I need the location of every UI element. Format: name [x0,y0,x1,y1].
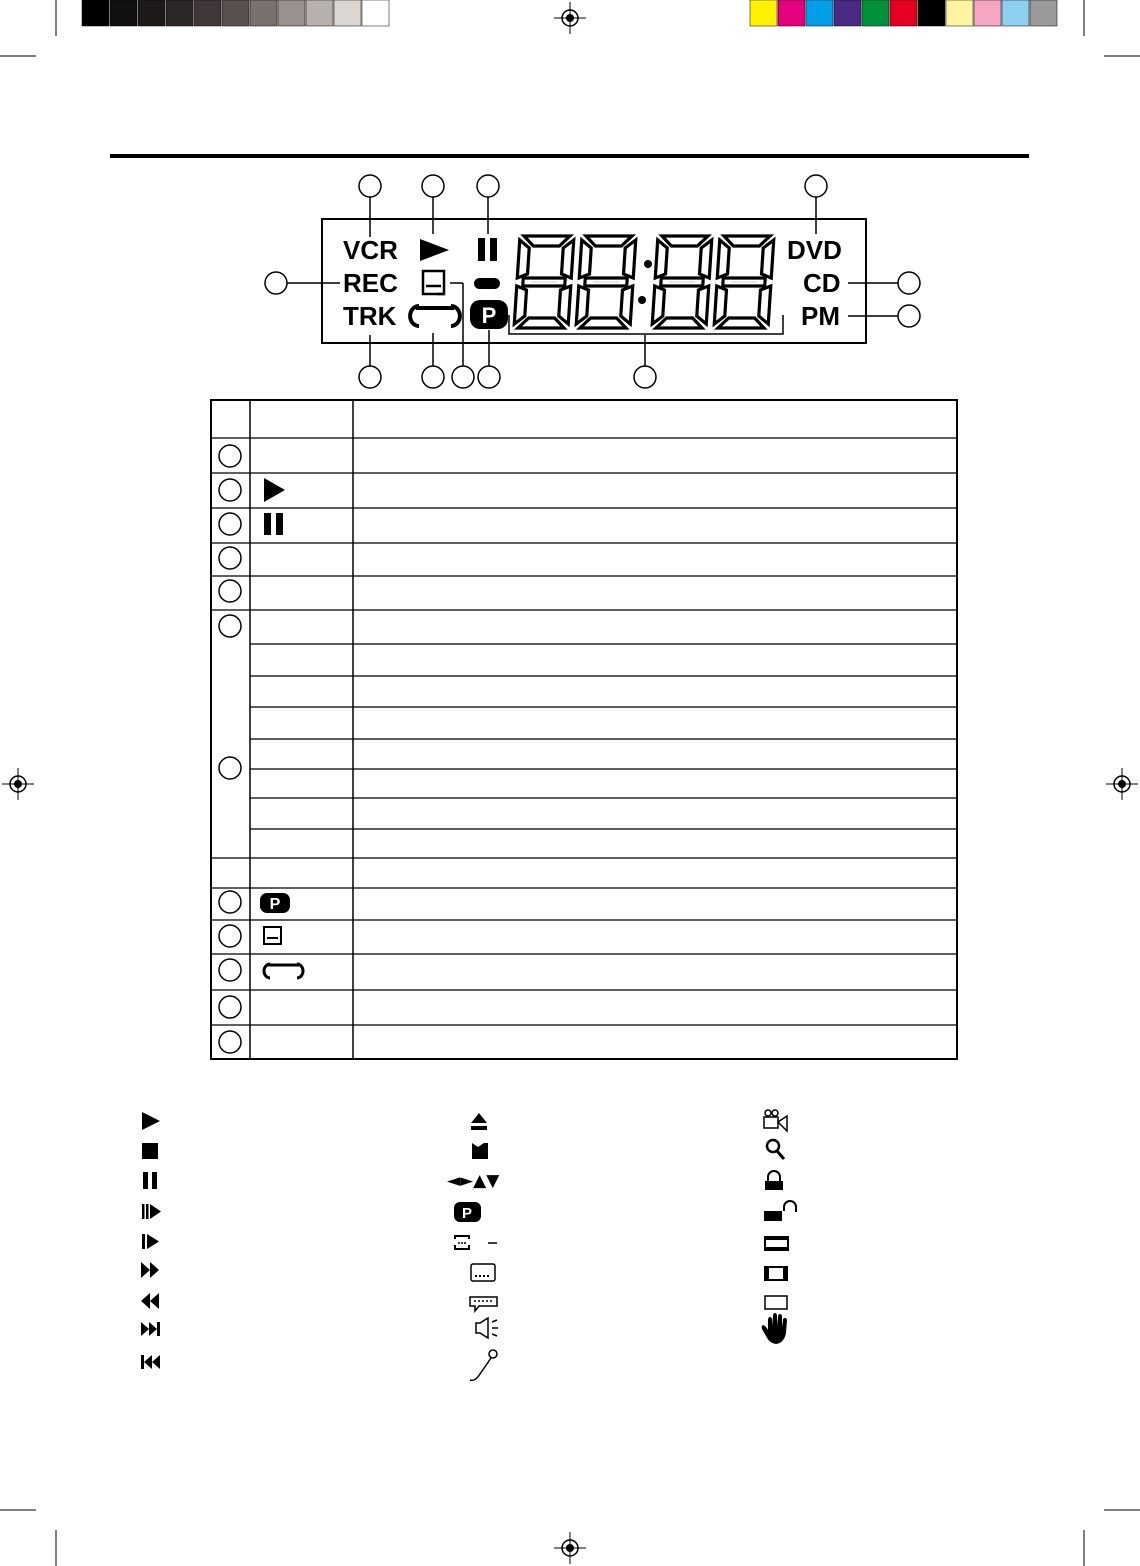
gray-swatch [194,0,221,26]
gray-swatch [362,0,389,26]
prohibited-hand-icon [762,1313,787,1344]
letterbox-icon [765,1267,787,1280]
registration-mark [554,2,586,34]
callout-circle [805,175,827,197]
program-icon [470,300,508,329]
rec-label: REC [343,268,398,298]
marker-icon [472,1143,488,1159]
callout-circle [422,175,444,197]
fast-forward-icon [141,1262,159,1278]
table-row-number-circle [219,959,241,981]
callout-circle [898,305,920,327]
registration-mark [1106,768,1138,800]
normal-screen-icon [765,1296,787,1309]
gray-swatch [334,0,361,26]
table-program-icon [260,893,290,913]
table-row-number-circle [219,925,241,947]
table-row-number-circle [219,479,241,501]
color-swatch [750,0,777,26]
table-row-number-circle [219,757,241,779]
dash-segment-icon [474,278,500,289]
trk-label: TRK [343,301,397,331]
callout-circle [477,175,499,197]
microphone-icon [470,1350,497,1380]
color-swatch [862,0,889,26]
table-tape-icon [264,964,303,978]
step-icon [142,1234,159,1249]
gray-swatch [166,0,193,26]
color-swatch [834,0,861,26]
callout-circle [265,272,287,294]
lock-icon [765,1171,783,1190]
gray-swatch [306,0,333,26]
table-row-number-circle [219,615,241,637]
dvd-label: DVD [787,235,842,265]
seven-segment-digit [514,236,573,328]
table-row-number-circle [219,891,241,913]
callout-circle [452,366,474,388]
color-swatch [890,0,917,26]
callout-circle [478,366,500,388]
table-border [211,400,957,1059]
svg-text:P: P [269,896,281,913]
seven-segment-digit [576,236,635,328]
rewind-icon [141,1293,159,1309]
repeat-icon [423,271,444,294]
gray-swatch [82,0,109,26]
gray-calibration-bar [82,0,389,26]
pause-icon [478,238,497,261]
registration-mark [554,1532,586,1564]
table-row-number-circle [219,580,241,602]
color-swatch [1002,0,1029,26]
gray-swatch [250,0,277,26]
repeat-ab-icon [455,1236,497,1249]
table-row-number-circle [219,513,241,535]
unlock-icon [764,1201,796,1221]
color-calibration-bar [750,0,1057,26]
program-icon [454,1202,481,1222]
slow-icon [142,1204,161,1219]
pm-label: PM [801,301,840,331]
table-row-number-circle [219,1031,241,1053]
tape-icon [410,306,460,326]
zoom-icon [767,1140,784,1159]
colon-dot [638,296,646,304]
gray-swatch [222,0,249,26]
gray-swatch [278,0,305,26]
callout-circle [898,272,920,294]
skip-prev-icon [141,1355,160,1369]
seven-segment-digit [652,236,711,328]
arrows-icon: ◄►▲▼ [447,1171,500,1191]
description-table [211,400,957,1059]
callout-circle [634,366,656,388]
play-icon [142,1112,160,1130]
table-row-number-circle [219,996,241,1018]
callout-circle [359,366,381,388]
header-rule [110,154,1029,158]
color-swatch [778,0,805,26]
angle-camera-icon [764,1110,787,1131]
table-row-number-circle [219,547,241,569]
eject-icon [471,1113,487,1130]
color-swatch [946,0,973,26]
color-swatch [974,0,1001,26]
cd-label: CD [803,268,841,298]
callout-circle [422,366,444,388]
gray-swatch [110,0,137,26]
pause-icon [143,1172,157,1189]
icon-legend [141,1110,796,1380]
vcr-label: VCR [343,235,398,265]
colon-dot [644,260,652,268]
table-repeat-icon [264,927,281,944]
table-play-icon [264,478,285,502]
subtitle-icon [471,1264,495,1281]
gray-swatch [138,0,165,26]
table-pause-icon [264,513,271,535]
color-swatch [806,0,833,26]
seven-segment-digits [514,236,773,328]
seven-segment-digit [714,236,773,328]
color-swatch [918,0,945,26]
registration-mark [2,768,34,800]
subtitle-speech-icon [470,1297,497,1311]
color-swatch [1030,0,1057,26]
svg-text:P: P [481,303,497,328]
display-panel-diagram [322,219,866,343]
table-row-number-circle [219,445,241,467]
wide-screen-icon [765,1237,788,1250]
callout-circle [359,175,381,197]
audio-icon [476,1318,498,1338]
stop-icon [142,1143,158,1159]
play-icon [420,239,449,261]
svg-text:P: P [461,1205,473,1222]
skip-next-icon [141,1322,160,1336]
